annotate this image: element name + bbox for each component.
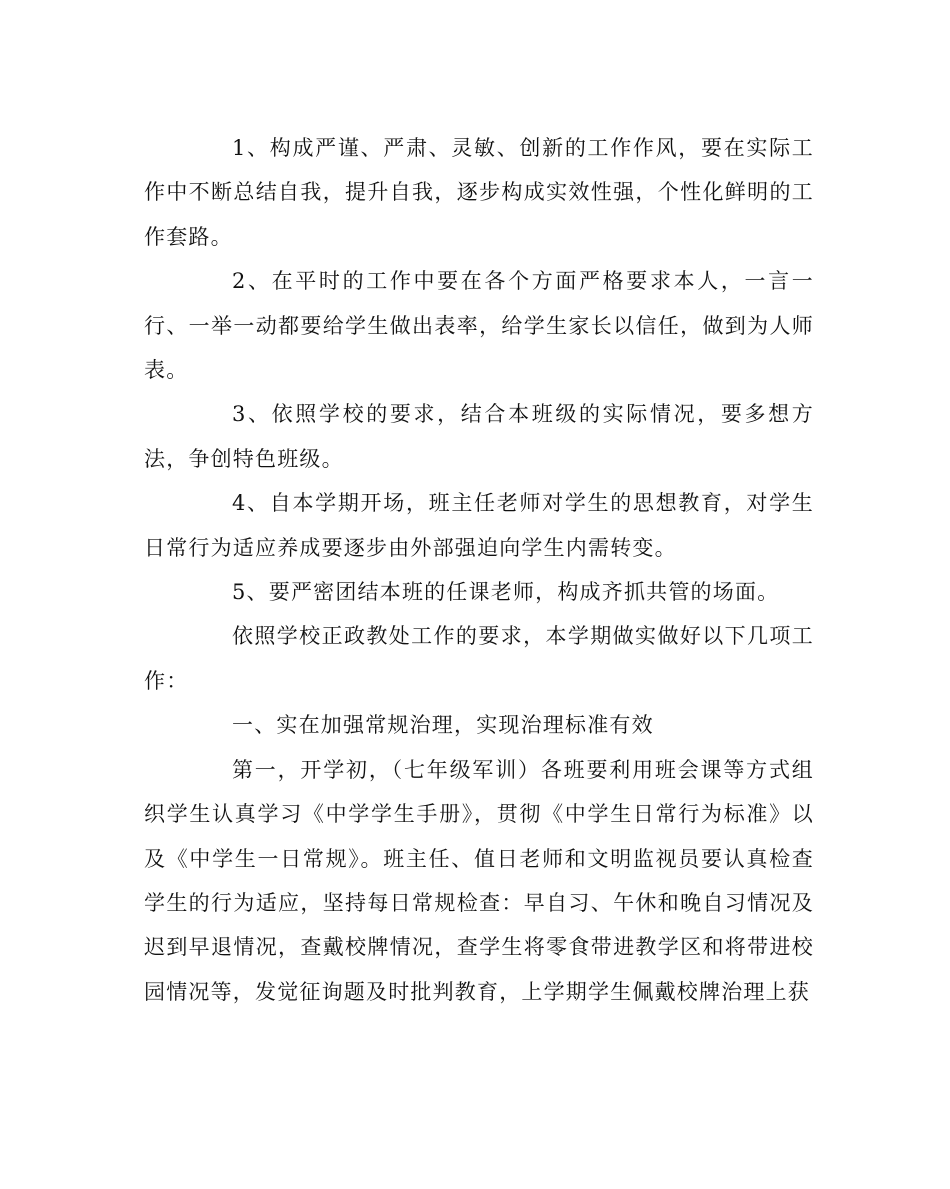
paragraph-item-3: 3、依照学校的要求，结合本班级的实际情况，要多想方法，争创特色班级。 bbox=[144, 402, 814, 471]
paragraph-item-4: 4、自本学期开场，班主任老师对学生的思想教育，对学生日常行为适应养成要逐步由外部强迫向学生内需转变。 bbox=[144, 491, 814, 560]
section-heading: 一、实在加强常规治理，实现治理标准有效 bbox=[232, 713, 654, 738]
document-body bbox=[144, 126, 814, 1014]
paragraph-item-1: 1、构成严谨、严肃、灵敏、创新的工作作风，要在实际工作中不断总结自我，提升自我，逐步构成实效性强，个性化鲜明的工作套路。 bbox=[144, 136, 814, 249]
paragraph-first-point: 第一，开学初，（七年级军训）各班要利用班会课等方式组织学生认真学习《中学学生手册》，贯彻《中学生日常行为标准》以及《中学生一日常规》。班主任、值日老师和文明监视员要认真检查学生的行为适应，坚持每日常规检查：早自习、午休和晚自习情况及迟到早退情况，查戴校牌情况，查学生将零食带进教学区和将带进校园情况等，发觉征询题及时批判教育，上学期学生佩戴校牌治理上获 bbox=[144, 757, 814, 1004]
paragraph-item-5: 5、要严密团结本班的任课老师，构成齐抓共管的场面。 bbox=[232, 580, 780, 605]
paragraph-item-2: 2、在平时的工作中要在各个方面严格要求本人，一言一行、一举一动都要给学生做出表率，给学生家长以信任，做到为人师表。 bbox=[144, 269, 814, 383]
paragraph-intro: 依照学校正政教处工作的要求，本学期做实做好以下几项工作： bbox=[144, 624, 814, 693]
